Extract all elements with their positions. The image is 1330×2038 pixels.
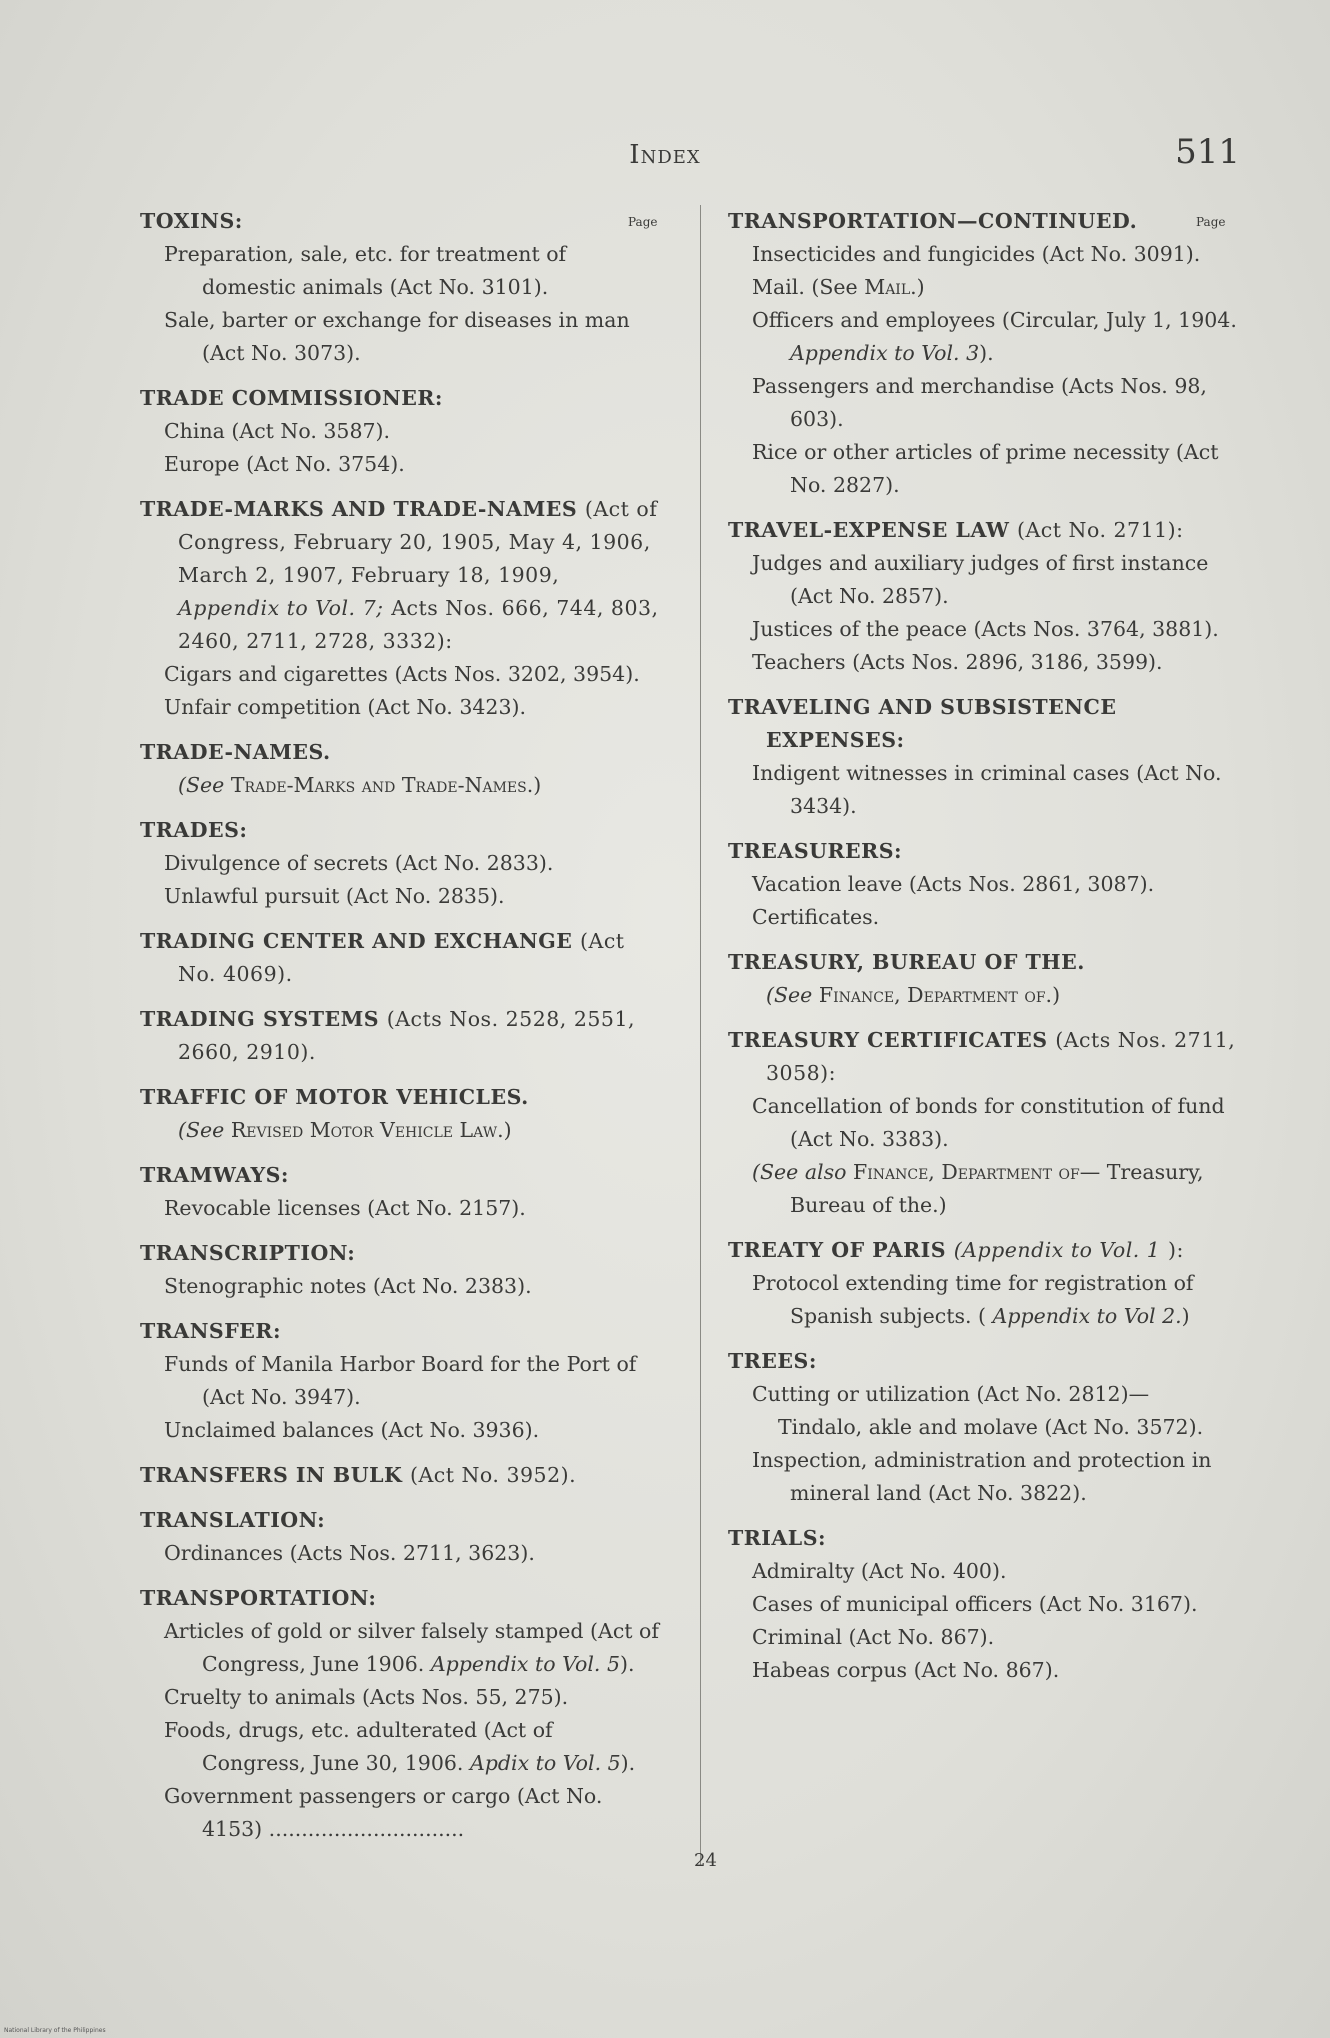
see-also-target: Finance, Department of— [853, 1160, 1101, 1184]
column-divider [700, 205, 701, 1865]
heading-text: TRANSFER: [140, 1319, 282, 1343]
subentry [140, 1615, 660, 1681]
see-reference [140, 1114, 660, 1147]
heading-text: TRADE COMMISSIONER: [140, 386, 443, 410]
entry-heading [728, 835, 1248, 868]
heading-text: TREASURY, BUREAU OF THE. [728, 950, 1085, 974]
subentry: Unfair competition (Act No. 3423). [164, 695, 527, 719]
subentry [140, 1714, 660, 1780]
page-header-title: Index [629, 140, 701, 170]
index-entry [140, 925, 660, 991]
index-entry [140, 1315, 660, 1447]
entry-heading [728, 1234, 1248, 1267]
subentry: Unlawful pursuit (Act No. 2835). [164, 884, 505, 908]
index-entry [140, 1081, 660, 1147]
heading-text: TREES: [728, 1349, 817, 1373]
heading-text: TRANSCRIPTION: [140, 1241, 356, 1265]
entry-heading [140, 1081, 660, 1114]
entry-heading [140, 1159, 660, 1192]
subentry: Judges and auxiliary judges of first instance (Act No. 2857). [752, 551, 1209, 608]
index-entry [140, 1159, 660, 1225]
heading-text: TRAMWAYS: [140, 1163, 289, 1187]
heading-rest: (Act No. 4069). [178, 929, 625, 986]
subentry-text: Government passengers or cargo (Act No. 4153) .............................. [164, 1784, 603, 1841]
subentry-text: Mail. (See [752, 275, 858, 299]
index-entry [140, 736, 660, 802]
index-entry [140, 1237, 660, 1303]
subentry-text: Articles of gold or silver falsely stamped (Act of Congress, June 1906. [164, 1619, 659, 1676]
index-entry [728, 1024, 1248, 1222]
subentry [728, 271, 1248, 304]
subentry [728, 238, 1248, 271]
subentry-italic: Appendix to Vol. 3 [790, 341, 980, 365]
subentry: Sale, barter or exchange for diseases in man (Act No. 3073). [164, 308, 630, 365]
subentry [728, 370, 1248, 436]
subentry-text: Rice or other articles of prime necessity (Act No. 2827). [752, 440, 1219, 497]
subentry: Preparation, sale, etc. for treatment of domestic animals (Act No. 3101). [164, 242, 567, 299]
see-target: Trade-Marks and Trade-Names.) [230, 773, 542, 797]
signature-number: 24 [694, 1850, 717, 1871]
subentry-text: Protocol extending time for registration of Spanish subjects. ( [752, 1271, 1194, 1328]
subentry: Criminal (Act No. 867). [752, 1625, 995, 1649]
page-column-label-right: Page [1196, 215, 1226, 229]
subentry [140, 1681, 660, 1714]
subentry: Vacation leave (Acts Nos. 2861, 3087). [752, 872, 1155, 896]
subentry-ref: Mail. [864, 275, 917, 299]
see-word: (See [178, 773, 225, 797]
entry-heading [140, 736, 660, 769]
heading-text: TRADES: [140, 818, 248, 842]
heading-text: TRANSPORTATION—CONTINUED. [728, 209, 1138, 233]
index-entry [140, 382, 660, 481]
subentry: Admiralty (Act No. 400). [752, 1559, 1007, 1583]
see-also-word: (See also [752, 1160, 847, 1184]
subentry: Cutting or utilization (Act No. 2812)— [752, 1382, 1150, 1406]
page-column-label-left: Page [628, 215, 658, 229]
see-reference [140, 769, 660, 802]
sub-subentry: Tindalo, akle and molave (Act No. 3572). [778, 1415, 1204, 1439]
subentry: Europe (Act No. 3754). [164, 452, 405, 476]
see-target: Finance, Department of.) [818, 983, 1061, 1007]
heading-text: TRADING CENTER AND EXCHANGE [140, 929, 573, 953]
subentry-tail: ). [979, 341, 994, 365]
subentry: Indigent witnesses in criminal cases (Act No. 3434). [752, 761, 1222, 818]
library-footer: National Library of the Philippines [4, 2027, 106, 2034]
heading-text: TRANSPORTATION: [140, 1586, 377, 1610]
index-entry [728, 205, 1248, 502]
index-entry [140, 493, 660, 724]
subentry: Stenographic notes (Act No. 2383). [164, 1274, 532, 1298]
heading-text: TRADE-MARKS AND TRADE-NAMES [140, 497, 578, 521]
index-entry [728, 1345, 1248, 1510]
heading-text: TRANSFERS IN BULK [140, 1463, 403, 1487]
heading-text: TRANSLATION: [140, 1508, 326, 1532]
subentry-text: Insecticides and fungicides (Act No. 3091). [752, 242, 1201, 266]
subentry: Teachers (Acts Nos. 2896, 3186, 3599). [752, 650, 1163, 674]
see-also-reference [728, 1156, 1248, 1222]
subentry: Habeas corpus (Act No. 867). [752, 1658, 1060, 1682]
heading-rest: (Act No. 3952). [409, 1463, 577, 1487]
subentry: Cancellation of bonds for constitution of fund (Act No. 3383). [752, 1094, 1225, 1151]
subentry-tail: ). [620, 1751, 636, 1775]
subentry [728, 304, 1248, 370]
subentry: Divulgence of secrets (Act No. 2833). [164, 851, 554, 875]
index-entry [728, 835, 1248, 934]
entry-heading [140, 1582, 660, 1615]
index-entry [140, 1582, 660, 1846]
subentry-tail: ). [620, 1652, 635, 1676]
subentry: Funds of Manila Harbor Board for the Port of (Act No. 3947). [164, 1352, 637, 1409]
heading-rest-tail: ): [1167, 1238, 1184, 1262]
entry-heading [140, 1315, 660, 1348]
index-entry [728, 691, 1248, 823]
heading-text: TRADING SYSTEMS [140, 1007, 380, 1031]
entry-heading [728, 514, 1248, 547]
page-number: 511 [1175, 132, 1240, 172]
heading-text: TRIALS: [728, 1526, 827, 1550]
see-target: Revised Motor Vehicle Law.) [230, 1118, 512, 1142]
subentry: Inspection, administration and protection in mineral land (Act No. 3822). [752, 1448, 1212, 1505]
subentry-italic: Appendix to Vol. 5 [430, 1652, 620, 1676]
heading-text: TRAVELING AND SUBSISTENCE EXPENSES: [728, 695, 1117, 752]
index-entry [140, 1504, 660, 1570]
subentry: Ordinances (Acts Nos. 2711, 3623). [164, 1541, 535, 1565]
index-entry [140, 1459, 660, 1492]
index-column-left [140, 205, 660, 1858]
index-entry [140, 814, 660, 913]
subentry: Unclaimed balances (Act No. 3936). [164, 1418, 540, 1442]
heading-rest: (Acts Nos. 2528, 2551, 2660, 2910). [178, 1007, 636, 1064]
entry-heading [140, 205, 660, 238]
heading-text: TRAVEL-EXPENSE LAW [728, 518, 1010, 542]
see-also-tail: Treasury, Bureau of the.) [790, 1160, 1204, 1217]
subentry-text: Foods, drugs, etc. adulterated (Act of Congress, June 30, 1906. [164, 1718, 553, 1775]
index-column-right [728, 205, 1248, 1699]
see-reference [728, 979, 1248, 1012]
heading-rest: (Act of Congress, February 20, 1905, May 4, 1906, March 2, 1907, February 18, 1909, [178, 497, 658, 587]
heading-text: TREASURERS: [728, 839, 903, 863]
heading-rest-italic: (Appendix to Vol. 1 [953, 1238, 1161, 1262]
subentry [728, 1267, 1248, 1333]
index-entry [140, 205, 660, 370]
entry-heading [728, 1024, 1248, 1090]
subentry: Justices of the peace (Acts Nos. 3764, 3881). [752, 617, 1219, 641]
heading-text: TRAFFIC OF MOTOR VEHICLES. [140, 1085, 529, 1109]
entry-heading [140, 925, 660, 991]
heading-rest: (Act No. 2711): [1017, 518, 1184, 542]
subentry [728, 436, 1248, 502]
entry-heading [140, 1237, 660, 1270]
entry-heading [728, 946, 1248, 979]
subentry-text: Officers and employees (Circular, July 1, 1904. [752, 308, 1237, 332]
heading-text: TRADE-NAMES. [140, 740, 331, 764]
see-word: (See [766, 983, 813, 1007]
subentry-italic: Apdix to Vol. 5 [469, 1751, 621, 1775]
subentry [140, 1780, 660, 1846]
subentry: Revocable licenses (Act No. 2157). [164, 1196, 526, 1220]
subentry-tail: ) [1181, 1304, 1190, 1328]
heading-text: TREATY OF PARIS [728, 1238, 947, 1262]
index-entry [728, 1522, 1248, 1687]
subentry-text: Passengers and merchandise (Acts Nos. 98, 603). [752, 374, 1207, 431]
heading-rest-italic: Appendix to Vol. 7; [178, 596, 384, 620]
entry-heading [728, 691, 1248, 757]
heading-rest-tail: Acts Nos. 666, 744, 803, 2460, 2711, 2728, 3332): [178, 596, 659, 653]
subentry: Cases of municipal officers (Act No. 3167). [752, 1592, 1198, 1616]
entry-heading [140, 1459, 660, 1492]
entry-heading [728, 1522, 1248, 1555]
subentry: Cigars and cigarettes (Acts Nos. 3202, 3954). [164, 662, 640, 686]
heading-text: TOXINS: [140, 209, 243, 233]
heading-text: TREASURY CERTIFICATES [728, 1028, 1048, 1052]
subentry-tail: ) [916, 275, 925, 299]
entry-heading [140, 1504, 660, 1537]
entry-heading [140, 814, 660, 847]
heading-rest: (Acts Nos. 2711, 3058): [766, 1028, 1236, 1085]
entry-heading [140, 1003, 660, 1069]
index-entry [728, 1234, 1248, 1333]
subentry: China (Act No. 3587). [164, 419, 391, 443]
index-entry [140, 1003, 660, 1069]
entry-heading [728, 205, 1248, 238]
index-entry [728, 946, 1248, 1012]
subentry-italic: Appendix to Vol 2. [992, 1304, 1182, 1328]
entry-heading [728, 1345, 1248, 1378]
see-word: (See [178, 1118, 225, 1142]
entry-heading [140, 382, 660, 415]
subentry-text: Cruelty to animals (Acts Nos. 55, 275). [164, 1685, 569, 1709]
subentry: Certificates. [752, 905, 880, 929]
index-entry [728, 514, 1248, 679]
entry-heading [140, 493, 660, 658]
